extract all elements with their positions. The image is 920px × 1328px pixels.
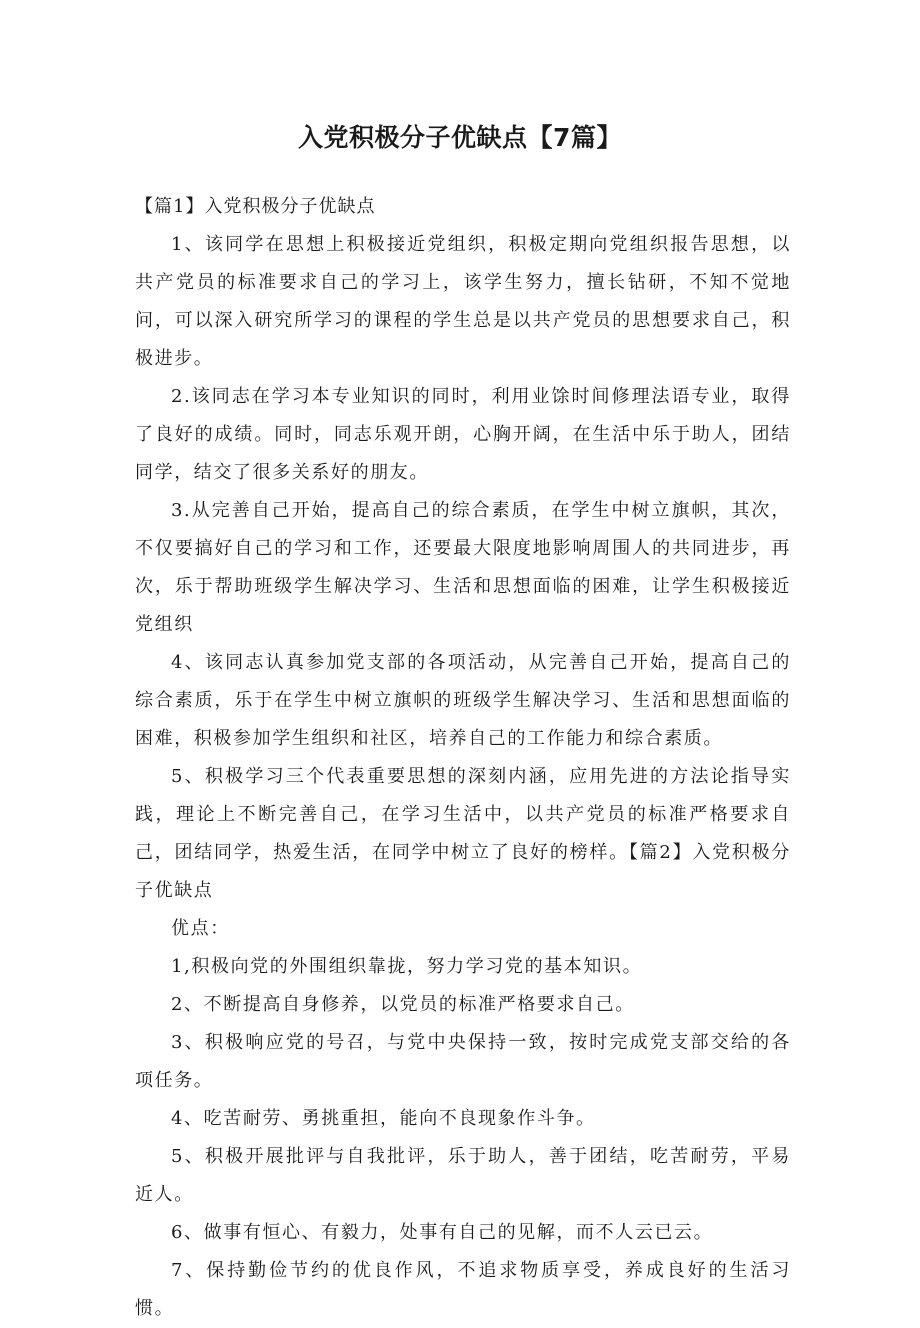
list-item: 3、积极响应党的号召，与党中央保持一致，按时完成党支部交给的各项任务。 [135, 1032, 791, 1091]
list-item: 1,积极向党的外围组织靠拢，努力学习党的基本知识。 [171, 956, 643, 977]
list-item: 4、吃苦耐劳、勇挑重担，能向不良现象作斗争。 [171, 1108, 596, 1129]
paragraph: 5、积极学习三个代表重要思想的深刻内涵，应用先进的方法论指导实践，理论上不断完善自己，在学习生活中，以共产党员的标准严格要求自己，团结同学，热爱生活，在同学中树立了良好的榜样。【篇2】入党积极分子优缺点 [135, 766, 791, 901]
list-item: 6、做事有恒心、有毅力，处事有自己的见解，而不人云已云。 [171, 1222, 714, 1243]
list-item: 2、不断提高自身修养，以党员的标准严格要求自己。 [171, 994, 635, 1015]
paragraph: 1、该同学在思想上积极接近党组织，积极定期向党组织报告思想，以共产党员的标准要求自己的学习上，该学生努力，擅长钻研，不知不觉地问，可以深入研究所学习的课程的学生总是以共产党员的思想要求自己，积极进步。 [135, 234, 791, 369]
document-title: 入党积极分子优缺点【7篇】 [298, 123, 622, 152]
section-heading: 【篇1】入党积极分子优缺点 [135, 196, 376, 217]
subheading-advantages: 优点： [171, 918, 230, 939]
paragraph: 4、该同志认真参加党支部的各项活动，从完善自己开始，提高自己的综合素质，乐于在学生中树立旗帜的班级学生解决学习、生活和思想面临的困难，积极参加学生组织和社区，培养自己的工作能力和综合素质。 [135, 652, 791, 749]
list-item: 7、保持勤俭节约的优良作风，不追求物质享受，养成良好的生活习惯。 [135, 1260, 791, 1319]
paragraph: 2.该同志在学习本专业知识的同时，利用业馀时间修理法语专业，取得了良好的成绩。同时，同志乐观开朗，心胸开阔，在生活中乐于助人，团结同学，结交了很多关系好的朋友。 [135, 386, 791, 483]
paragraph: 3.从完善自己开始，提高自己的综合素质，在学生中树立旗帜，其次，不仅要搞好自己的学习和工作，还要最大限度地影响周围人的共同进步，再次，乐于帮助班级学生解决学习、生活和思想面临的困难，让学生积极接近党组织 [135, 500, 791, 635]
list-item: 5、积极开展批评与自我批评，乐于助人，善于团结，吃苦耐劳，平易近人。 [135, 1146, 791, 1205]
document-body [135, 188, 791, 1328]
